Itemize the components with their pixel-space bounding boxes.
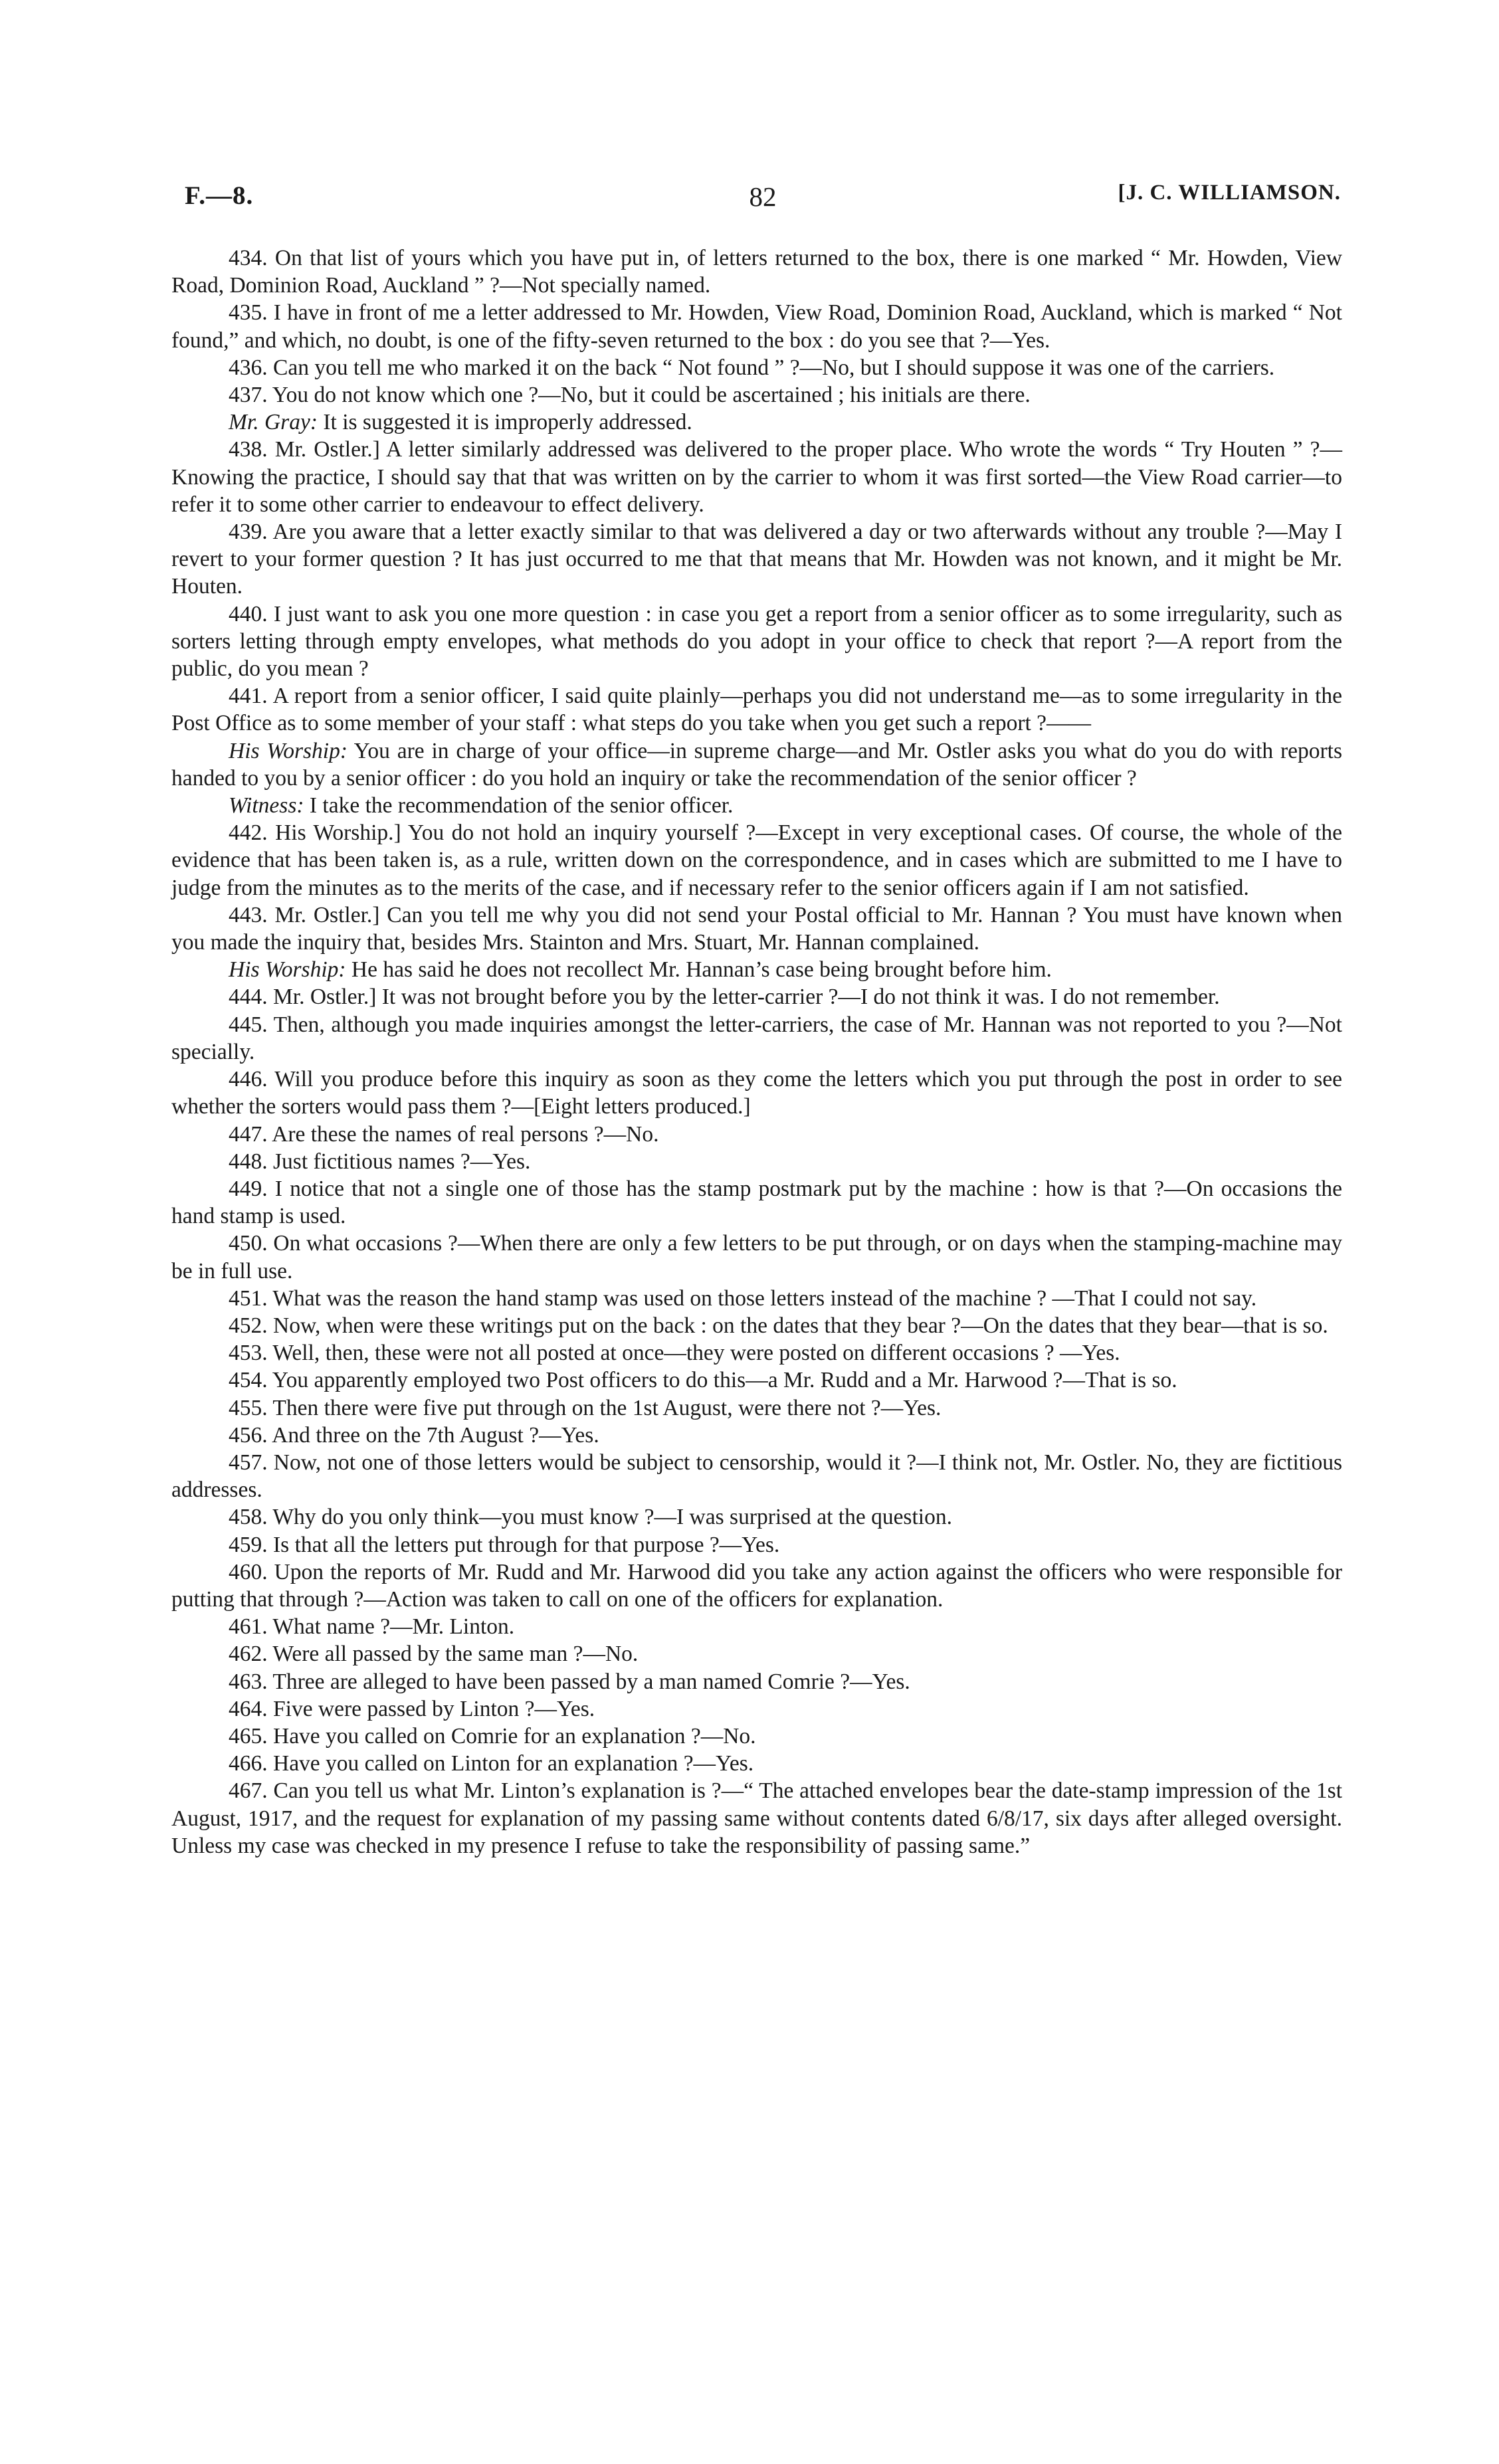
- transcript-paragraph: [171, 1668, 1342, 1695]
- transcript-paragraph: [171, 819, 1342, 901]
- paragraph-text: 438. Mr. Ostler.] A letter similarly addressed was delivered to the proper place. Who wrote the words “ Try Houten ” ?—Knowing the practice, I should say that that was written on by the carrier to whom it was first sorted—the View Road carrier—to refer it to some other carrier to endeavour to effect delivery.: [171, 437, 1342, 517]
- paragraph-text: 450. On what occasions ?—When there are only a few letters to be put through, or on days when the stamping-machine may be in full use.: [171, 1231, 1342, 1283]
- paragraph-text: 437. You do not know which one ?—No, but it could be ascertained ; his initials are there.: [229, 383, 1031, 408]
- paragraph-text: 466. Have you called on Linton for an explanation ?—Yes.: [229, 1751, 754, 1776]
- transcript-paragraph: [171, 1121, 1342, 1148]
- paragraph-text: 465. Have you called on Comrie for an explanation ?—No.: [229, 1723, 756, 1749]
- paragraph-text: 440. I just want to ask you one more question : in case you get a report from a senior officer as to some irregularity, such as sorters letting through empty envelopes, what methods do you adopt in your office to check that report ?—A report from the public, do you mean ?: [171, 601, 1342, 682]
- transcript-paragraph: [171, 1148, 1342, 1175]
- paragraph-text: He has said he does not recollect Mr. Hannan’s case being brought before him.: [346, 957, 1052, 983]
- transcript-paragraph: [171, 409, 1342, 436]
- transcript-paragraph: [171, 1503, 1342, 1531]
- transcript-paragraph: [171, 1312, 1342, 1339]
- paragraph-text: 451. What was the reason the hand stamp was used on those letters instead of the machine ? —That I could not say.: [229, 1285, 1257, 1311]
- paragraph-text: 458. Why do you only think—you must know ?—I was surprised at the question.: [229, 1505, 952, 1530]
- transcript-paragraph: [171, 1559, 1342, 1613]
- transcript-paragraph: [171, 1613, 1342, 1640]
- paragraph-text: 441. A report from a senior officer, I said quite plainly—perhaps you did not understand me—as to some irregularity in the Post Office as to some member of your staff : what steps do you take when you get such a report ?——: [171, 684, 1342, 736]
- transcript-paragraph: [171, 354, 1342, 381]
- transcript-paragraph: [171, 244, 1342, 299]
- speaker-label: His Worship:: [229, 957, 346, 983]
- transcript-paragraph: [171, 956, 1342, 983]
- transcript-paragraph: [171, 1367, 1342, 1394]
- paragraph-text: 444. Mr. Ostler.] It was not brought before you by the letter-carrier ?—I do not think it was. I do not remember.: [229, 985, 1220, 1010]
- paragraph-text: 452. Now, when were these writings put on the back : on the dates that they bear ?—On the dates that they bear—that is so.: [229, 1313, 1328, 1338]
- paragraph-text: 439. Are you aware that a letter exactly similar to that was delivered a day or two afterwards without any trouble ?—May I revert to your former question ? It has just occurred to me that that means that Mr. Howden was not known, and it might be Mr. Houten.: [171, 520, 1342, 599]
- paragraph-text: 446. Will you produce before this inquiry as soon as they come the letters which you put through the post in order to see whether the sorters would pass them ?—[Eight letters produced.]: [171, 1067, 1342, 1119]
- transcript-paragraph: [171, 601, 1342, 683]
- paragraph-text: 434. On that list of yours which you have put in, of letters returned to the box, there is one marked “ Mr. Howden, View Road, Dominion Road, Auckland ” ?—Not specially named.: [171, 246, 1342, 298]
- paragraph-text: I take the recommendation of the senior officer.: [304, 793, 734, 818]
- transcript-paragraph: [171, 1285, 1342, 1312]
- transcript-paragraph: [171, 518, 1342, 601]
- transcript-paragraph: [171, 792, 1342, 819]
- paragraph-text: 448. Just fictitious names ?—Yes.: [229, 1149, 531, 1174]
- transcript-paragraph: [171, 381, 1342, 409]
- page-number: 82: [749, 181, 777, 212]
- paragraph-text: 456. And three on the 7th August ?—Yes.: [229, 1422, 599, 1448]
- paragraph-text: 462. Were all passed by the same man ?—No.: [229, 1642, 639, 1667]
- paragraph-text: You are in charge of your office—in supreme charge—and Mr. Ostler asks you what do you do with reports handed to you by a senior officer : do you hold an inquiry or take the recommendation of the senior officer ?: [171, 738, 1342, 791]
- paragraph-text: 453. Well, then, these were not all posted at once—they were posted on different occasions ? —Yes.: [229, 1341, 1120, 1366]
- transcript-paragraph: [171, 901, 1342, 956]
- paragraph-text: 454. You apparently employed two Post officers to do this—a Mr. Rudd and a Mr. Harwood ?—That is so.: [229, 1368, 1177, 1393]
- transcript-paragraph: [171, 682, 1342, 737]
- page-header: [185, 181, 1341, 221]
- paragraph-text: 449. I notice that not a single one of those has the stamp postmark put by the machine : how is that ?—On occasions the hand stamp is used.: [171, 1176, 1342, 1229]
- transcript-paragraph: [171, 1777, 1342, 1859]
- paragraph-text: 463. Three are alleged to have been passed by a man named Comrie ?—Yes.: [229, 1669, 910, 1694]
- paragraph-text: 445. Then, although you made inquiries amongst the letter-carriers, the case of Mr. Hannan was not reported to you ?—Not specially.: [171, 1012, 1342, 1064]
- paragraph-text: 460. Upon the reports of Mr. Rudd and Mr. Harwood did you take any action against the officers who were responsible for putting that through ?—Action was taken to call on one of the officers for explanation.: [171, 1559, 1342, 1612]
- transcript-paragraph: [171, 983, 1342, 1010]
- transcript-paragraph: [171, 1066, 1342, 1120]
- paragraph-text: 447. Are these the names of real persons ?—No.: [229, 1121, 659, 1147]
- transcript-paragraph: [171, 1175, 1342, 1230]
- transcript-paragraph: [171, 1531, 1342, 1559]
- transcript-paragraph: [171, 1422, 1342, 1449]
- paragraph-text: 435. I have in front of me a letter addressed to Mr. Howden, View Road, Dominion Road, Auckland, which is marked “ Not found,” and which, no doubt, is one of the fifty-seven returned to the box : do you see that ?—Yes.: [171, 300, 1342, 353]
- paragraph-text: 467. Can you tell us what Mr. Linton’s explanation is ?—“ The attached envelopes bear the date-stamp impression of the 1st August, 1917, and the request for explanation of my passing same without contents dated 6/8/17, six days after alleged oversight. Unless my case was checked in my presence I refuse to take the responsibility of passing same.”: [171, 1778, 1342, 1858]
- transcript-paragraph: [171, 1011, 1342, 1066]
- paragraph-text: It is suggested it is improperly addressed.: [317, 410, 692, 435]
- transcript-paragraph: [171, 1695, 1342, 1723]
- document-reference: F.—8.: [185, 181, 254, 210]
- transcript-body: [171, 244, 1342, 1859]
- witness-name-header: [J. C. WILLIAMSON.: [1118, 181, 1341, 205]
- paragraph-text: 455. Then there were five put through on the 1st August, were there not ?—Yes.: [229, 1395, 942, 1420]
- transcript-paragraph: [171, 1449, 1342, 1503]
- paragraph-text: 436. Can you tell me who marked it on the back “ Not found ” ?—No, but I should suppose it was one of the carriers.: [229, 355, 1275, 380]
- paragraph-text: 461. What name ?—Mr. Linton.: [229, 1614, 515, 1640]
- transcript-paragraph: [171, 1640, 1342, 1667]
- paragraph-text: 459. Is that all the letters put through for that purpose ?—Yes.: [229, 1532, 780, 1557]
- transcript-paragraph: [171, 1750, 1342, 1777]
- transcript-paragraph: [171, 737, 1342, 792]
- transcript-paragraph: [171, 1394, 1342, 1422]
- transcript-paragraph: [171, 1230, 1342, 1284]
- transcript-paragraph: [171, 1339, 1342, 1367]
- speaker-label: Mr. Gray:: [229, 410, 318, 435]
- transcript-paragraph: [171, 436, 1342, 518]
- paragraph-text: 457. Now, not one of those letters would be subject to censorship, would it ?—I think not, Mr. Ostler. No, they are fictitious addresses.: [171, 1450, 1342, 1503]
- speaker-label: Witness:: [229, 793, 304, 818]
- speaker-label: His Worship:: [229, 738, 348, 763]
- transcript-paragraph: [171, 1723, 1342, 1750]
- paragraph-text: 464. Five were passed by Linton ?—Yes.: [229, 1696, 595, 1721]
- transcript-paragraph: [171, 299, 1342, 353]
- paragraph-text: 442. His Worship.] You do not hold an inquiry yourself ?—Except in very exceptional cases. Of course, the whole of the evidence that has been taken is, as a rule, written down on the correspondence, and in cases which are submitted to me I have to judge from the minutes as to the merits of the case, and if necessary refer to the senior officers again if I am not satisfied.: [171, 820, 1342, 900]
- paragraph-text: 443. Mr. Ostler.] Can you tell me why you did not send your Postal official to Mr. Hannan ? You must have known when you made the inquiry that, besides Mrs. Stainton and Mrs. Stuart, Mr. Hannan complained.: [171, 902, 1342, 955]
